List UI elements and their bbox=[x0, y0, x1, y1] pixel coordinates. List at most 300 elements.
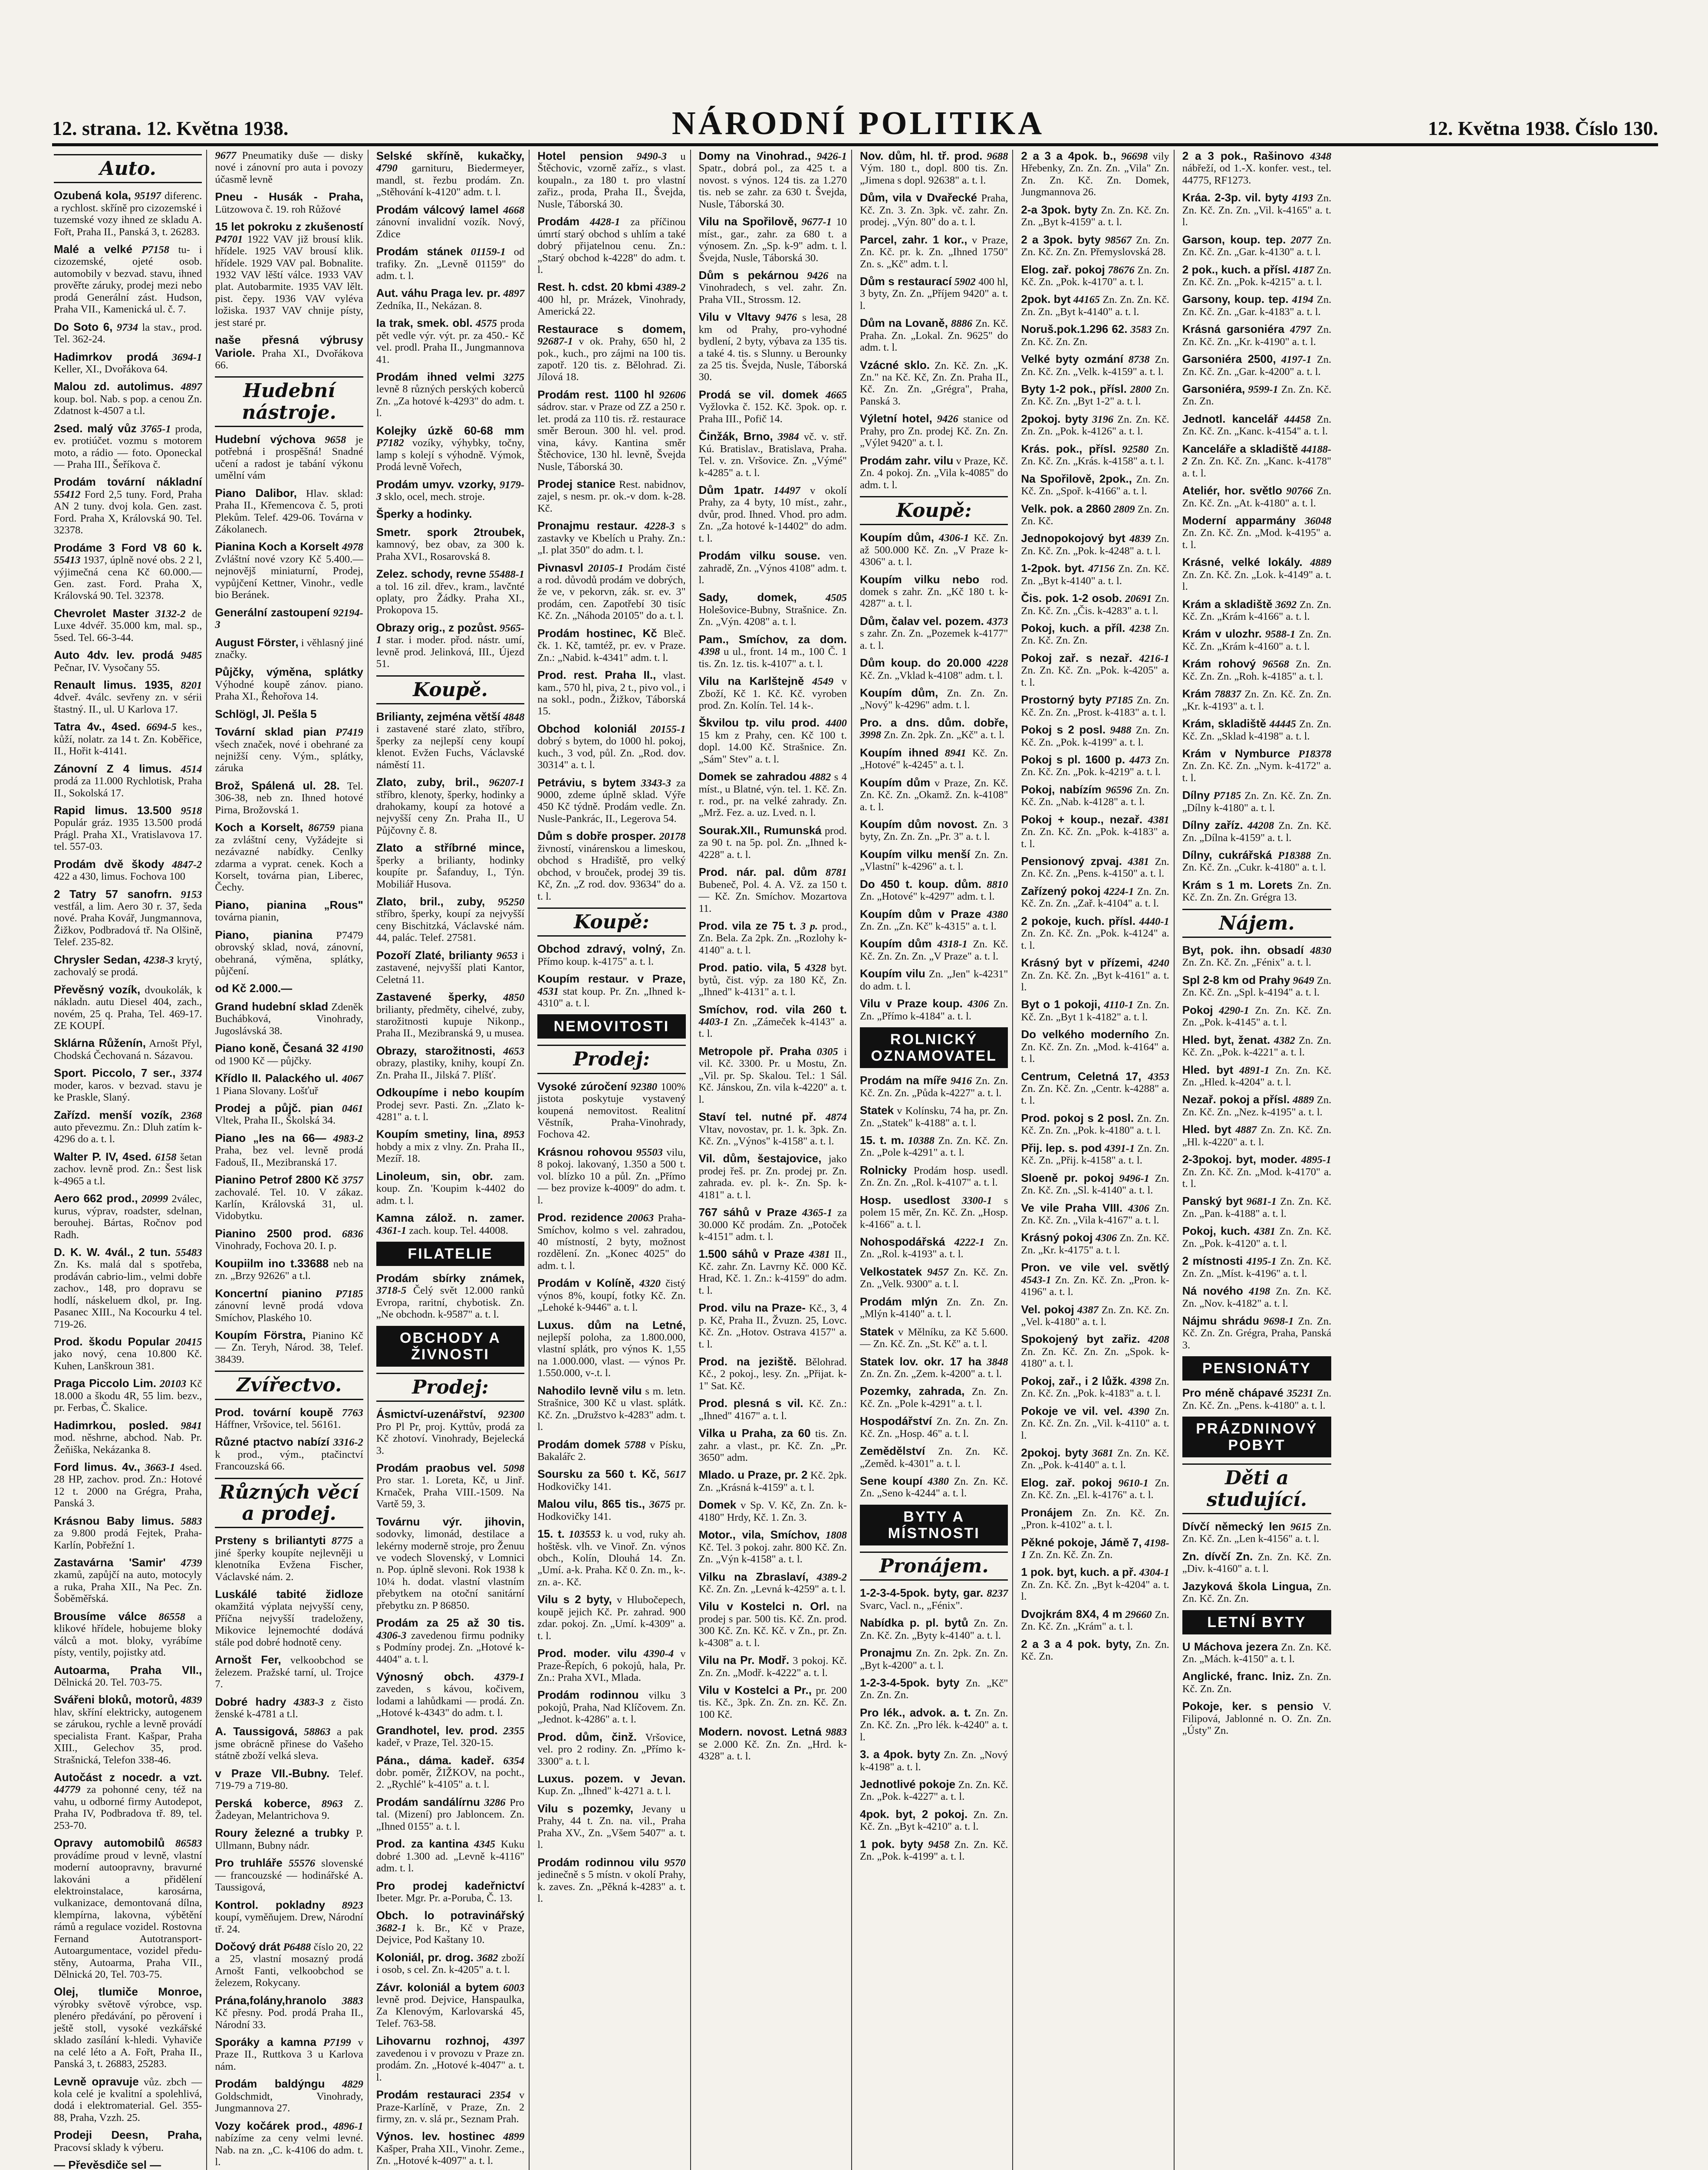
ad-text: Zn. Zn. Kč. Zn. „Sklad k-4198" a. t. l. bbox=[1182, 718, 1332, 742]
ad-code: 9476 bbox=[775, 312, 797, 324]
ad-headline: Krám a skladiště bbox=[1182, 597, 1273, 611]
classified-ad bbox=[1182, 1641, 1331, 1665]
ad-headline: Soursku za 560 t. Kč, bbox=[537, 1467, 660, 1481]
classified-ad bbox=[699, 549, 847, 586]
ad-headline: Zlato, zuby, bril., bbox=[376, 776, 479, 789]
ad-headline: Malou vilu, 865 tis., bbox=[537, 1497, 645, 1511]
newspaper-title: NÁRODNÍ POLITIKA bbox=[671, 105, 1045, 141]
classified-ad bbox=[860, 317, 1008, 353]
ad-headline: 15. t. bbox=[537, 1527, 565, 1541]
ad-headline: 2pok. byt bbox=[1021, 293, 1071, 306]
ad-text: nábřeží, od 1.-X. konfer. vest., tel. 44775, RF1273. bbox=[1182, 162, 1332, 186]
classified-ad bbox=[54, 888, 202, 948]
ad-text: II., Kč. zahr. Zn. Lavrny Kč. 000 Kč. Hrad, Kč. 1. Zn.: k-4159" do adm. t. l. bbox=[698, 1249, 847, 1296]
ad-code: 4889 bbox=[1293, 1094, 1314, 1106]
ad-text: Pro star. 1. Loreta, Kč, u Jinř. Krnaček, Praha VIII.-1509. Na Vartě 59, 3. bbox=[376, 1474, 525, 1510]
classified-ad bbox=[537, 1802, 685, 1851]
section-heading: ROLNICKÝ OZNAMOVATEL bbox=[860, 1027, 1008, 1068]
ad-headline: Výletní hotel, bbox=[859, 412, 932, 425]
ad-text: Zn. Zn. Kč. Zn. „Pron. k-4196" a. t. l. bbox=[1021, 1274, 1169, 1298]
ad-headline: Prodám zahr. vilu bbox=[859, 454, 954, 467]
classified-ad bbox=[860, 1266, 1008, 1290]
ad-headline: Závr. koloniál a bytem bbox=[376, 1980, 499, 1994]
ad-headline: Půjčky, výměna, splátky bbox=[215, 665, 363, 679]
ad-code: 4195-1 bbox=[1246, 1256, 1277, 1268]
ad-code: 9426 bbox=[937, 413, 958, 425]
ad-text: Zn. Zn. „Přímo k-4184" a. t. l. bbox=[859, 998, 1008, 1022]
ad-text: Vým. 180 t., dopl. 800 tis. Zn. „Jimena s dopl. 92638" a. t. l. bbox=[859, 162, 1008, 186]
classified-ad bbox=[1021, 622, 1169, 647]
ad-code: 4473 bbox=[1129, 754, 1151, 766]
ad-code: 3300-1 bbox=[962, 1194, 992, 1207]
ad-text: jako nový, cena 10.800 Kč. Kuhen, Lanškroun 381. bbox=[54, 1348, 202, 1372]
ad-headline: Kontrol. pokladny bbox=[215, 1898, 326, 1911]
classified-ad bbox=[699, 770, 847, 819]
ad-text: 1937, úplně nové obs. 2 2 l, výjimečná cena Kč 60.000.— Gen. zast. Ford. Praha X, Královská 90. Tel. 32378. bbox=[54, 554, 202, 602]
ad-text: za 9000, zdeme úplně sklad. Výře 450 Kč týdně. Prodám vedle. Zn. Nusle-Pankrác, II., Legerova 54. bbox=[537, 777, 686, 825]
ad-headline: Do 450 t. koup. dům. bbox=[859, 877, 981, 891]
classified-ad bbox=[215, 2078, 363, 2114]
classified-ad bbox=[860, 1748, 1008, 1773]
classified-ad bbox=[1182, 383, 1331, 408]
ad-text: Kuku dobré 1.300 ad. „Levně k-4116" adm. t. l. bbox=[376, 1838, 525, 1874]
ad-text: Zn. Ks. malá dal s spotřeba, prodáván cabrio-lim., velmi dobře zachov., 148, pro dopravu se hodlí, náskeluem dkol, pr. Ing. Pasanec XIII., Na Kocourku 4 tel. 719-26. bbox=[54, 1259, 202, 1330]
ad-text: Zn. Zn. Kč. Zn. bbox=[1021, 1638, 1169, 1663]
ad-text: levně 8 různých perských koberců Zn. „Za hotové k-4293" do adm. t. l. bbox=[376, 383, 525, 419]
ad-code: 3675 bbox=[649, 1499, 671, 1511]
ad-headline: Dům na Lovaně, bbox=[859, 316, 948, 330]
ad-text: číslo 20, 22 a 25, vlastní mosazný prodá Arnošt Fanti, velkoobchod se železem, Rokycany. bbox=[215, 1941, 363, 1989]
ad-headline: Linoleum, sin, obr. bbox=[376, 1169, 493, 1183]
ad-text: v Sp. V. Kč, Zn. Zn. k-4180" Hrdy, Kč. 1. Zn. 3. bbox=[698, 1499, 847, 1523]
ad-text: Zn. Zn. Kč. Zn. „Pens. k-4180" a. t. l. bbox=[1182, 1387, 1332, 1411]
ad-text: zach. koup. Tel. 44008. bbox=[409, 1224, 508, 1236]
ad-headline: Prána,folány,hranolo bbox=[215, 1993, 327, 2007]
ad-text: jedinečně s 5 místn. v okolí Prahy, k. zaves. Zn. „Pěkná k-4283" a. t. l. bbox=[537, 1869, 686, 1904]
classified-ad bbox=[376, 1086, 524, 1123]
ad-headline: Krám rohový bbox=[1182, 657, 1256, 671]
ad-code: 4365-1 bbox=[802, 1207, 833, 1219]
ad-code: 44779 bbox=[54, 1784, 81, 1796]
ad-text: brilianty, předměty, cihelvé, zuby, starožitnosti kupuje Nikonp., Praha II., Mezibranská 9, u musea. bbox=[376, 1003, 525, 1039]
classified-ad bbox=[1182, 1064, 1331, 1088]
classified-ad bbox=[215, 1329, 363, 1365]
ad-headline: Různé ptactvo nabízí bbox=[215, 1435, 329, 1449]
ad-headline: Prodám umyv. vzorky, bbox=[376, 477, 496, 491]
ad-headline: Sloeně pr. pokoj bbox=[1021, 1171, 1114, 1184]
ad-headline: Hled. byt bbox=[1182, 1063, 1234, 1076]
ad-code: 4391-1 bbox=[1104, 1142, 1135, 1154]
classified-ad bbox=[860, 1236, 1008, 1260]
classified-ad bbox=[699, 675, 847, 711]
ad-code: 8941 bbox=[945, 747, 966, 759]
ad-code: P7185 bbox=[1105, 694, 1133, 707]
ad-text: Zn. Zn. Kč. Zn. „Spl. k-4194" a. t. l. bbox=[1182, 974, 1332, 999]
classified-ad bbox=[537, 1731, 685, 1767]
classified-ad bbox=[699, 1469, 847, 1493]
classified-ad bbox=[1182, 1123, 1331, 1148]
classified-ad bbox=[699, 717, 847, 765]
ad-headline: Chevrolet Master bbox=[54, 606, 149, 620]
ad-headline: Přij. lep. s. pod bbox=[1021, 1141, 1102, 1154]
classified-ad bbox=[376, 1951, 524, 1976]
classified-ad bbox=[537, 973, 685, 1009]
ad-code: 0305 bbox=[816, 1046, 838, 1058]
ad-code: 95250 bbox=[497, 896, 525, 908]
ad-text: Zn. Zn. Zn. „Zem. k-4200" a. t. l. bbox=[859, 1368, 1002, 1380]
ad-headline: Hospodářství bbox=[859, 1414, 932, 1428]
classified-ad bbox=[1021, 1638, 1169, 1663]
classified-ad bbox=[860, 150, 1008, 186]
classified-ad bbox=[54, 243, 202, 316]
ad-code: 3682 bbox=[477, 1952, 498, 1964]
ad-text: Zn. Přímo koup. k-4175" a. t. l. bbox=[537, 944, 686, 967]
classified-ad bbox=[215, 1994, 363, 2031]
ad-text: diferenc. a rychlost. skříně pro cizozemské i tuzemské vozy ihned ze skladu A. Fořt, Praha II., Panská 3, t. 26283. bbox=[54, 190, 202, 238]
ad-headline: Koupím smetiny, lina, bbox=[376, 1128, 498, 1141]
ad-code: 3 p. bbox=[800, 920, 818, 932]
ad-headline: Pokoj s pl. 1600 p. bbox=[1021, 753, 1126, 766]
ad-code: 4549 bbox=[812, 676, 834, 688]
ad-headline: Vilu v Kostelci a Pr., bbox=[698, 1683, 812, 1697]
column-1 bbox=[52, 150, 207, 2170]
ad-headline: 2 a 3 pok., Rašinovo bbox=[1182, 150, 1304, 162]
ad-code: 7763 bbox=[342, 1407, 363, 1419]
classified-ad bbox=[376, 1408, 524, 1457]
ad-text: v ok. Prahy, 650 hl, 2 pok., kuch., pro zájmi na 100 tis. zapotř. 120 tis. z. Bělohrad. Zi. Jílová 18. bbox=[537, 335, 686, 383]
classified-ad bbox=[1021, 652, 1169, 688]
ad-code: 44208 bbox=[1247, 820, 1274, 832]
ad-code: 4575 bbox=[476, 318, 497, 330]
ad-text: s lesa, 28 km od Prahy, pro-vyhodné bydlení, 2 byty, výbava za 135 tis. a také 4. tis. s Slunny. u Berounky za 25 tis. Švejda, Nusle, Táborská 30. bbox=[698, 312, 847, 383]
ad-code: P7158 bbox=[141, 244, 169, 256]
ad-code: 4387 bbox=[1077, 1304, 1099, 1316]
ad-text: vlast. kam., 570 hl, piva, 2 t., pivo vol., i na sokl., podn., Žižkov, Táborská 15. bbox=[537, 670, 686, 717]
classified-ad bbox=[1021, 1536, 1169, 1561]
classified-ad bbox=[537, 1080, 685, 1141]
ad-text: Zn. Zn. Kč. Zn. „Gar. k-4200" a. t. l. bbox=[1182, 354, 1332, 378]
ad-text: Bubeneč, Pol. 4. A. Vž. za 150 t. — Kč. Zn. Smíchov. Mozartova 11. bbox=[698, 878, 847, 914]
ad-text: na Vinohradech, s vel. zahr. Zn. Praha VII., Strossm. 12. bbox=[698, 270, 847, 306]
classified-ad bbox=[54, 2075, 202, 2124]
ad-code: 2809 bbox=[1113, 503, 1135, 515]
ad-headline: Pron. ve vile vel. světlý bbox=[1021, 1261, 1169, 1274]
ad-text: Zn. Zn. „Rol. k-4193" a. t. l. bbox=[859, 1236, 1008, 1260]
classified-ad bbox=[376, 1128, 524, 1164]
classified-ad bbox=[376, 1838, 524, 1874]
classified-ad bbox=[860, 818, 1008, 843]
ad-headline: Koncertní pianino bbox=[215, 1286, 322, 1300]
classified-ad bbox=[376, 2130, 524, 2167]
classified-ad bbox=[860, 1706, 1008, 1743]
ad-headline: Spokojený byt zařiz. bbox=[1021, 1332, 1140, 1346]
ad-text: proda pět vedle výr. výt. pr. za 450.- Kč vel. prodl. Praha II., Jungmannova 41. bbox=[376, 318, 525, 365]
ad-headline: Prodám na míře bbox=[859, 1074, 947, 1087]
ad-headline: 2pokoj. byty bbox=[1021, 412, 1089, 425]
ad-headline: Parcel, zahr. 1 kor., bbox=[859, 233, 968, 246]
ad-headline: Ná nového bbox=[1182, 1284, 1243, 1298]
ad-code: 4390-4 bbox=[643, 1648, 674, 1660]
ad-text: Kč přesny. Pod. prodá Praha II., Národní 33. bbox=[215, 2007, 363, 2031]
ad-headline: Garsoniéra 2500, bbox=[1182, 352, 1276, 366]
ad-headline: 2 a 3pok. byty bbox=[1021, 233, 1101, 246]
ad-headline: Zastavárna 'Samir' bbox=[54, 1556, 166, 1569]
classified-ad bbox=[376, 204, 524, 240]
classified-ad bbox=[215, 666, 363, 702]
ad-code: 8775 bbox=[331, 1535, 353, 1547]
ad-text: Zn. Zn. Kč. Zn. „Pok. k-4170" a. t. l. bbox=[1021, 264, 1169, 288]
classified-ad bbox=[1021, 204, 1169, 228]
classified-ad bbox=[699, 430, 847, 479]
ad-text: Zn. Zn. Kč. Zn. Zn. „Zař. k-4104" a. t. l. bbox=[1021, 885, 1169, 910]
ad-code: 9570 bbox=[664, 1857, 686, 1869]
classified-ad bbox=[54, 804, 202, 853]
ad-headline: Činžák, Brno, bbox=[698, 430, 773, 443]
ad-text: prod. za 90 t. na 5p. pol. Zn. „Ihned k-4228" a. t. l. bbox=[698, 825, 847, 861]
classified-ad bbox=[1182, 789, 1331, 814]
ad-code: 4306-3 bbox=[376, 1629, 407, 1641]
ad-headline: Luxus. pozem. v Jevan. bbox=[537, 1772, 686, 1785]
ad-text: u Štěchovic, vzorně zaříz., s vlast. koupaln., za 180 t. pro vlastní zařiz., proda, Praha II., Švejda, Nusle, Táborská 30. bbox=[537, 151, 686, 210]
classified-ad bbox=[215, 1072, 363, 1097]
classified-ad bbox=[215, 1174, 363, 1222]
ad-code: 96596 bbox=[1106, 784, 1132, 796]
ad-code: 3196 bbox=[1092, 413, 1114, 425]
classified-ad bbox=[699, 1499, 847, 1523]
ad-headline: Vilku na Zbraslaví, bbox=[698, 1570, 809, 1583]
ad-headline: Prod. rest. Praha II., bbox=[537, 668, 656, 682]
classified-ad bbox=[860, 908, 1008, 933]
ad-headline: Vilu na Karlštejně bbox=[698, 674, 804, 688]
classified-ad bbox=[699, 1111, 847, 1147]
ad-text: v Praze II., Ruttkova 3 u Karlova nám. bbox=[215, 2037, 363, 2072]
classified-ad bbox=[699, 866, 847, 914]
classified-ad bbox=[1182, 717, 1331, 742]
ad-text: Zn. Zn. Kč. Zn. „Pok. k-4219" a. t. l. bbox=[1021, 754, 1169, 778]
classified-ad bbox=[860, 1475, 1008, 1499]
ad-headline: Koupím vilu bbox=[859, 967, 925, 980]
ad-headline: Restaurace s domem, bbox=[537, 322, 686, 335]
ad-headline: Modern. novost. Letná bbox=[698, 1725, 822, 1739]
ad-code: 4398 bbox=[1130, 1375, 1152, 1387]
ad-headline: Grandhotel, lev. prod. bbox=[376, 1723, 498, 1737]
classified-ad bbox=[1021, 443, 1169, 467]
ad-code: 96698 bbox=[1121, 151, 1148, 162]
ad-headline: Pána., dáma. kadeř. bbox=[376, 1753, 494, 1767]
ad-text: Populár gráz. 1935 13.500 prodá Prágl. Praha XI., Vratislavova 17. tel. 557-03. bbox=[54, 817, 202, 853]
ad-headline: Brousíme válce bbox=[54, 1609, 147, 1623]
ad-text: 15 km z Prahy, cen. Kč 100 t. dopl. 14.00 Kč. Strašnice. Zn. „Sám" Stev" a. t. l. bbox=[698, 729, 847, 765]
ad-headline: — Převěsdiče sel — bbox=[54, 2158, 161, 2170]
ad-headline: Koupím restaur. v Praze, bbox=[537, 972, 686, 986]
ad-code: 4208 bbox=[1148, 1334, 1169, 1346]
ad-text: Tel. 306-38, neb zn. Ihned hotové Pirna, Brožovská 1. bbox=[215, 780, 363, 816]
ad-code: 4398 bbox=[698, 646, 720, 658]
ad-code: 6836 bbox=[342, 1228, 363, 1240]
ad-headline: Prodám válcový lamel bbox=[376, 203, 499, 216]
classified-ad bbox=[1021, 1608, 1169, 1633]
ad-text: obrazy, plastiky, knihy, koupí Zn. Zn. Praha II., Jilská 7. Plíšť. bbox=[376, 1057, 525, 1081]
classified-ad bbox=[1182, 1520, 1331, 1545]
classified-ad bbox=[699, 1427, 847, 1463]
ad-headline: Chrysler Sedan, bbox=[54, 953, 141, 966]
ad-text: byt. bytů, čist. výp. za 180 Kč, Zn. „Ihned" k-4131" a. t. l. bbox=[698, 962, 847, 998]
ad-headline: Prodám baldýngu bbox=[215, 2077, 325, 2091]
classified-ad bbox=[54, 1335, 202, 1372]
ad-headline: Koloniál, pr. drog. bbox=[376, 1950, 474, 1964]
ad-text: Zn. Zn. Kč. Zn. „Hled. k-4204" a. t. l. bbox=[1182, 1064, 1332, 1088]
ad-text: továrna pianin, bbox=[215, 911, 279, 924]
ad-text: auto převezmu. Zn.: Dluh zatím k-4296 do a. t. l. bbox=[54, 1121, 202, 1145]
ad-code: 4505 bbox=[826, 592, 847, 604]
classified-ad bbox=[54, 380, 202, 417]
ad-headline: Pronajmu restaur. bbox=[537, 519, 638, 533]
classified-ad bbox=[860, 878, 1008, 903]
ad-code: 4222-1 bbox=[954, 1236, 984, 1249]
classified-ad bbox=[860, 997, 1008, 1022]
ad-code: 5902 bbox=[954, 276, 976, 288]
ad-code: 95197 bbox=[134, 190, 161, 202]
ad-text: Zn. Zn. Kč. Zn. „Spoř. k-4166" a. t. l. bbox=[1021, 473, 1169, 497]
ad-code: P4701 bbox=[215, 233, 243, 245]
ad-headline: Krásné, velké lokály. bbox=[1182, 556, 1303, 569]
ad-text: Praha-Smíchov, kolmo s vel. zahradou, 40 místností, 2 byty, možnost rozdělení. Zn. „Konec 4025" do adm. t. l. bbox=[537, 1212, 686, 1272]
ad-code: 2800 bbox=[1130, 384, 1152, 395]
classified-columns bbox=[52, 150, 1658, 2170]
ad-headline: Převěsný vozík, bbox=[54, 983, 141, 996]
ad-code: 4304-1 bbox=[1139, 1567, 1169, 1579]
classified-ad bbox=[1021, 1231, 1169, 1256]
ad-text: Zn. Zn. Kč. „Zeměd. k-4301" a. t. l. bbox=[859, 1446, 1008, 1470]
ad-text: Zn. Zn. Zn. Kč. Zn. Zn. Přemyslovská 28. bbox=[1021, 234, 1169, 258]
ad-code: 78676 bbox=[1108, 264, 1135, 276]
page-and-date-left: 12. strana. 12. Května 1938. bbox=[52, 117, 289, 139]
ad-headline: Sport. Piccolo, 7 ser., bbox=[54, 1066, 176, 1080]
ad-headline: v Praze VII.-Bubny. bbox=[215, 1766, 330, 1780]
classified-ad bbox=[1182, 1700, 1331, 1736]
ad-text: koup. bol. Nab. s pop. a cenou Zn. Zdatnost k-4507 a t.l. bbox=[54, 393, 202, 417]
classified-ad bbox=[215, 708, 363, 720]
classified-ad bbox=[54, 858, 202, 883]
classified-ad bbox=[860, 1647, 1008, 1671]
ad-text: i zastavené, nejvyšší plati Kantor, Celetná 11. bbox=[376, 950, 525, 986]
ad-headline: 15 let pokroku z zkušeností bbox=[215, 220, 363, 233]
column-5 bbox=[697, 150, 852, 2170]
ad-text: Zn. Zn. Zn. Kč. Zn. „Pro lék. k-4240" a. t. l. bbox=[859, 1707, 1008, 1743]
ad-text: Zn. Zn. Kč. Zn. Zn. Grégra, Praha, Panská 3. bbox=[1182, 1315, 1332, 1351]
ad-headline: Výnosný obch. bbox=[376, 1670, 474, 1683]
classified-ad bbox=[54, 1067, 202, 1103]
ad-headline: Prodám ihned velmi bbox=[376, 370, 495, 383]
ad-headline: Koupím Förstra, bbox=[215, 1328, 306, 1341]
ad-headline: Pronájem bbox=[1021, 1506, 1073, 1519]
ad-text: Zn. Zn. Kč. Zn. „Hl. k-4220" a. t. l. bbox=[1182, 1124, 1332, 1148]
ad-text: Vršovice, vel. pro 2 rodiny. Zn. „Přímo k-3300" a. t. l. bbox=[537, 1731, 686, 1767]
classified-ad bbox=[1182, 514, 1331, 551]
ad-code: 4306 bbox=[1128, 1202, 1149, 1214]
ad-text: kes., kůží, nolatr. za 14 t. Zn. Koběřice, II., Hořit k-4141. bbox=[54, 721, 202, 757]
ad-headline: Ásmictví-uzenářství, bbox=[376, 1407, 486, 1421]
classified-ad bbox=[54, 1556, 202, 1605]
ad-headline: Prodám stánek bbox=[376, 245, 463, 258]
ad-code: 9841 bbox=[181, 1420, 202, 1432]
classified-ad bbox=[54, 953, 202, 978]
ad-text: vilku 3 pokojů, Praha, Nad Klíčovem. Zn. „Jednot. k-4286" a. t. l. bbox=[537, 1690, 686, 1726]
ad-code: 4320 bbox=[639, 1278, 661, 1290]
classified-ad bbox=[54, 476, 202, 536]
ad-headline: naše přesná výbrusy Variole. bbox=[215, 333, 363, 359]
ad-headline: Sene koupí bbox=[859, 1474, 923, 1488]
ad-headline: Opravy automobilů bbox=[54, 1836, 165, 1850]
classified-ad bbox=[376, 2035, 524, 2083]
ad-code: 4290-1 bbox=[1219, 1004, 1249, 1016]
classified-ad bbox=[376, 478, 524, 503]
ad-headline: Vilu v Vltavy bbox=[698, 310, 770, 324]
ad-headline: Roury železné a trubky bbox=[215, 1826, 349, 1840]
ad-headline: Petráviu, s bytem bbox=[537, 776, 636, 789]
ad-headline: Vilu s pozemky, bbox=[537, 1802, 633, 1815]
section-heading: Pronájem. bbox=[860, 1552, 1008, 1581]
ad-code: 3374 bbox=[181, 1068, 202, 1080]
classified-ad bbox=[1182, 1550, 1331, 1575]
ad-text: Zn. Zn. Kč. Zn. „Pole k-4291" a. t. l. bbox=[859, 1386, 1008, 1410]
ad-code: 4797 bbox=[1290, 324, 1311, 336]
ad-code: P7199 bbox=[323, 2037, 351, 2049]
ad-text: stříbro, šperky, koupí za nejvyšší ceny Bischitzká, Václavské nám. 44, palác. Telef. 27581. bbox=[376, 908, 525, 944]
ad-code: 3681 bbox=[1092, 1447, 1114, 1459]
ad-headline: Do Soto 6, bbox=[54, 320, 113, 333]
ad-text: stříbro, klenoty, šperky, hodinky a drahokamy, koupí za hotové a nejvyšší ceny Zn. Praha II., U Půjčovny č. 8. bbox=[376, 789, 525, 836]
classified-ad bbox=[376, 526, 524, 562]
section-heading: Koupě. bbox=[376, 675, 524, 704]
ad-headline: Krásnou Baby limus. bbox=[54, 1514, 174, 1527]
ad-headline: Vzácné sklo. bbox=[859, 358, 930, 372]
classified-ad bbox=[215, 1132, 363, 1168]
ad-code: 4983-2 bbox=[333, 1132, 363, 1144]
ad-headline: Hadimrkou, posled. bbox=[54, 1418, 168, 1432]
ad-headline: Brož, Spálená ul. 28. bbox=[215, 779, 340, 792]
classified-ad bbox=[376, 621, 524, 670]
ad-code: 8923 bbox=[342, 1899, 363, 1911]
classified-ad bbox=[1182, 1580, 1331, 1605]
ad-text: s zahr. Zn. Zn. „Pozemek k-4177" a. t. l. bbox=[859, 628, 1008, 651]
ad-code: 4381 bbox=[1128, 856, 1149, 868]
ad-text: Zn. Zn. Kč. Zn. „Sl. k-4140" a. t. l. bbox=[1021, 1172, 1169, 1197]
classified-ad bbox=[860, 1617, 1008, 1641]
ad-headline: Dům s dobře prosper. bbox=[537, 829, 656, 843]
ad-text: Čelý svět 12.000 ranků Evropa, raritní, chybotisk. Zn. „Ne obchodn. k-9587" a. t. l. bbox=[376, 1285, 525, 1321]
ad-code: 20155-1 bbox=[650, 723, 686, 735]
ad-text: Zn. Zn. Kč. Zn. „Fénix" a. t. l. bbox=[1182, 957, 1311, 969]
ad-text: sádrov. star. v Praze od ZZ a 250 r. let. prodá za 110 tis. rž. restaurace směr Beroun. 300 hl. vel. prod. vina, kávy. Kantina směr Štěchovice, 130 hl. levně, Švejda Nusle, Táborská 30. bbox=[537, 401, 686, 473]
ad-text: Zn. Zn. Kč. Zn. Zn. „Roh. k-4185" a. t. l. bbox=[1182, 658, 1332, 682]
classified-ad bbox=[699, 1206, 847, 1243]
ad-text: s polem 15 měr, Zn. Kč. Zn. „Hosp. k-4166" a. t. l. bbox=[859, 1194, 1008, 1230]
ad-code: 3583 bbox=[1130, 324, 1152, 336]
ad-headline: Smíchov, rod. vila 260 t. bbox=[698, 1003, 847, 1016]
ad-code: 3132-2 bbox=[155, 608, 186, 620]
ad-text: Zn. Zn. Kč. Zn. „Div. k-4160" a. t. l. bbox=[1182, 1551, 1332, 1575]
ad-headline: Koupím dům novost. bbox=[859, 817, 978, 831]
ad-code: 4228 bbox=[987, 658, 1008, 670]
ad-headline: Moderní apparmány bbox=[1182, 513, 1296, 527]
ad-code: 4668 bbox=[503, 204, 525, 216]
ad-headline: Jednotl. kancelář bbox=[1182, 412, 1278, 425]
classified-ad bbox=[860, 848, 1008, 873]
ad-headline: Praga Piccolo Lim. bbox=[54, 1377, 156, 1390]
date-and-issue-right: 12. Května 1938. Číslo 130. bbox=[1428, 117, 1658, 139]
ad-headline: Pozemky, zahrada, bbox=[859, 1384, 965, 1398]
